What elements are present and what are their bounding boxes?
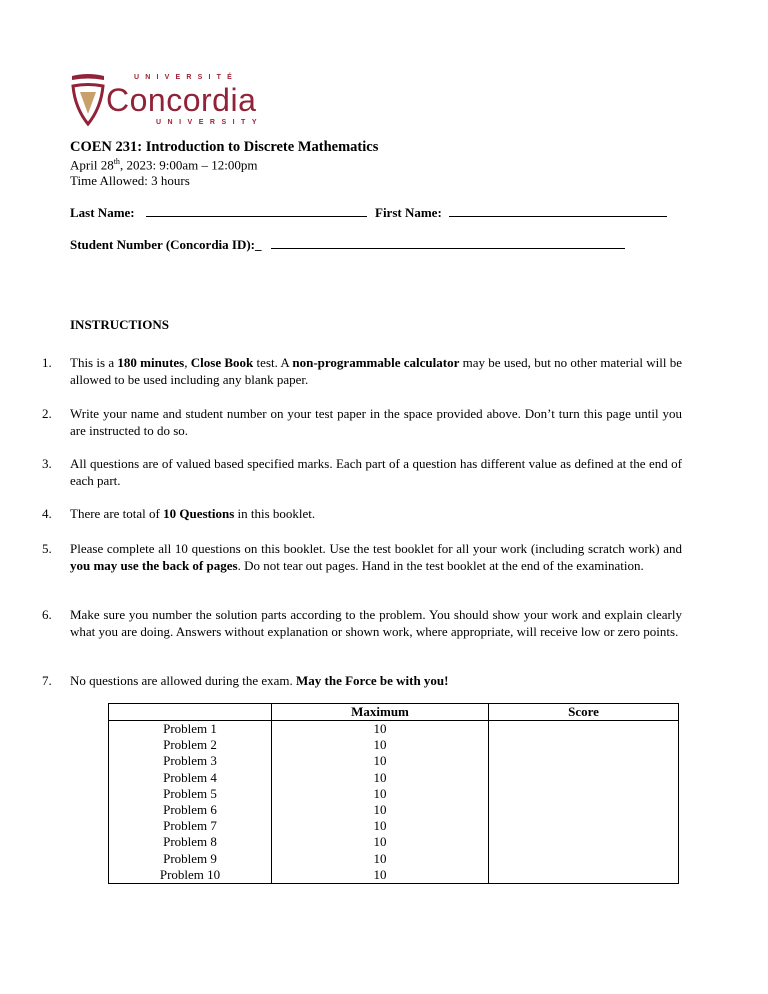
first-name-blank[interactable] (449, 204, 667, 217)
instruction-item: 4. There are total of 10 Questions in this booklet. (42, 506, 316, 521)
problem-label: Problem 1 (163, 721, 217, 736)
table-header-score: Score (489, 704, 679, 721)
maximum-value: 10 (373, 785, 387, 801)
last-name-blank[interactable] (146, 204, 367, 217)
problem-label: Problem 2 (163, 737, 217, 753)
problem-label: Problem 4 (163, 769, 217, 785)
score-table (108, 703, 679, 884)
maximum-value: 10 (373, 850, 387, 866)
student-number-blank[interactable] (271, 236, 625, 249)
last-name-label: Last Name: (70, 205, 135, 220)
last-name-field[interactable] (70, 204, 367, 221)
instructions-heading: INSTRUCTIONS (70, 317, 169, 332)
instruction-item: 6. Make sure you number the solution parts according to the problem. You should show your work and explain clearly what you are doing. Answers without explanation or shown work, where appropriate, will receive low or zero points. (42, 607, 682, 639)
concordia-logo (70, 70, 285, 135)
maximum-value: 10 (373, 753, 387, 769)
table-header-blank (109, 704, 272, 721)
table-header-maximum: Maximum (272, 704, 489, 721)
time-allowed: Time Allowed: 3 hours (70, 173, 190, 188)
maximum-value: 10 (373, 834, 387, 850)
first-name-label: First Name: (375, 205, 442, 220)
instruction-item: 3. All questions are of valued based specified marks. Each part of a question has different value as defined at the end of each part. (42, 456, 682, 488)
maximum-value: 10 (373, 769, 387, 785)
problem-names-cell (109, 721, 272, 884)
logo-top-text: UNIVERSITÉ (134, 74, 239, 81)
maximum-value: 10 (373, 801, 387, 817)
logo-bottom-text: UNIVERSITY (156, 119, 264, 126)
logo-wordmark: Concordia (106, 82, 257, 118)
maximum-values-cell (272, 721, 489, 884)
instruction-item: 2. Write your name and student number on your test paper in the space provided above. Don’t turn this page until you are instructed to do so. (42, 406, 682, 438)
maximum-value: 10 (373, 866, 387, 882)
problem-label: Problem 9 (163, 850, 217, 866)
instruction-item: 1. This is a 180 minutes, Close Book test. A non-programmable calculator may be used, but no other material will be allowed to be used including any blank paper. (42, 355, 682, 387)
maximum-value: 10 (373, 737, 387, 753)
maximum-value: 10 (373, 818, 387, 834)
student-number-label: Student Number (Concordia ID):_ (70, 237, 262, 252)
instruction-item: 7. No questions are allowed during the exam. May the Force be with you! (42, 673, 449, 688)
problem-label: Problem 6 (163, 801, 217, 817)
exam-date: April 28th, 2023: 9:00am – 12:00pm (70, 157, 258, 173)
course-title: COEN 231: Introduction to Discrete Mathematics (70, 139, 379, 155)
concordia-shield-icon (70, 74, 106, 130)
problem-label: Problem 7 (163, 818, 217, 834)
problem-label: Problem 10 (159, 866, 221, 882)
problem-label: Problem 3 (163, 753, 217, 769)
problem-label: Problem 5 (163, 785, 217, 801)
score-entry-cell[interactable] (489, 721, 679, 884)
problem-label: Problem 8 (163, 834, 217, 850)
student-number-field[interactable] (70, 236, 625, 253)
first-name-field[interactable] (375, 204, 667, 221)
maximum-value: 10 (373, 721, 387, 736)
instruction-item: 5. Please complete all 10 questions on this booklet. Use the test booklet for all your work (including scratch work) and you may use the back of pages. Do not tear out pages. Hand in the test booklet at the end of the examination. (42, 541, 682, 573)
